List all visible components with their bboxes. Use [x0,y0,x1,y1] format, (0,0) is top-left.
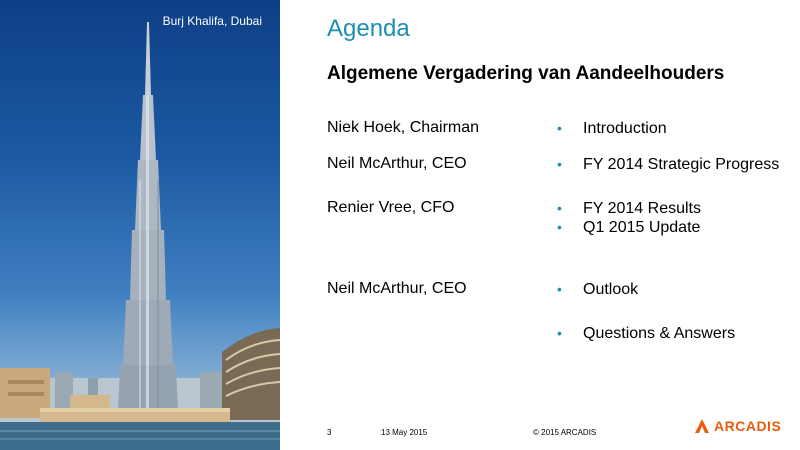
page-subtitle: Algemene Vergadering van Aandeelhouders [327,63,725,84]
bullet-icon: • [557,156,562,172]
agenda-speaker: Neil McArthur, CEO [327,155,467,172]
agenda-speaker: Renier Vree, CFO [327,199,455,216]
agenda-topic: • Q1 2015 Update [557,219,701,236]
photo-caption: Burj Khalifa, Dubai [162,14,262,28]
burj-khalifa-photo [0,0,280,450]
logo-text: ARCADIS [714,418,782,434]
agenda-speaker: Neil McArthur, CEO [327,280,467,297]
bullet-icon: • [557,325,562,341]
footer-date: 13 May 2015 [381,428,428,437]
page-title: Agenda [327,15,410,42]
agenda-topic: • FY 2014 Results [557,200,701,217]
agenda-topic: • Introduction [557,120,667,137]
bullet-icon: • [557,281,562,297]
page-number: 3 [327,428,332,437]
arcadis-logo [694,418,781,434]
agenda-topics [557,199,701,237]
agenda-topic: • FY 2014 Strategic Progress [557,156,780,173]
agenda-topics [557,155,779,174]
agenda-topics [557,280,638,299]
arcadis-logo-icon [694,418,710,434]
footer-copyright: © 2015 ARCADIS [533,428,597,437]
agenda-topic: • Questions & Answers [557,325,736,342]
bullet-icon: • [557,219,562,235]
bullet-icon: • [557,120,562,136]
agenda-topics [557,324,735,343]
bullet-icon: • [557,200,562,216]
skyline-illustration [0,0,280,450]
agenda-topic: • Outlook [557,281,639,298]
agenda-topics [557,119,667,138]
agenda-speaker: Niek Hoek, Chairman [327,119,480,136]
